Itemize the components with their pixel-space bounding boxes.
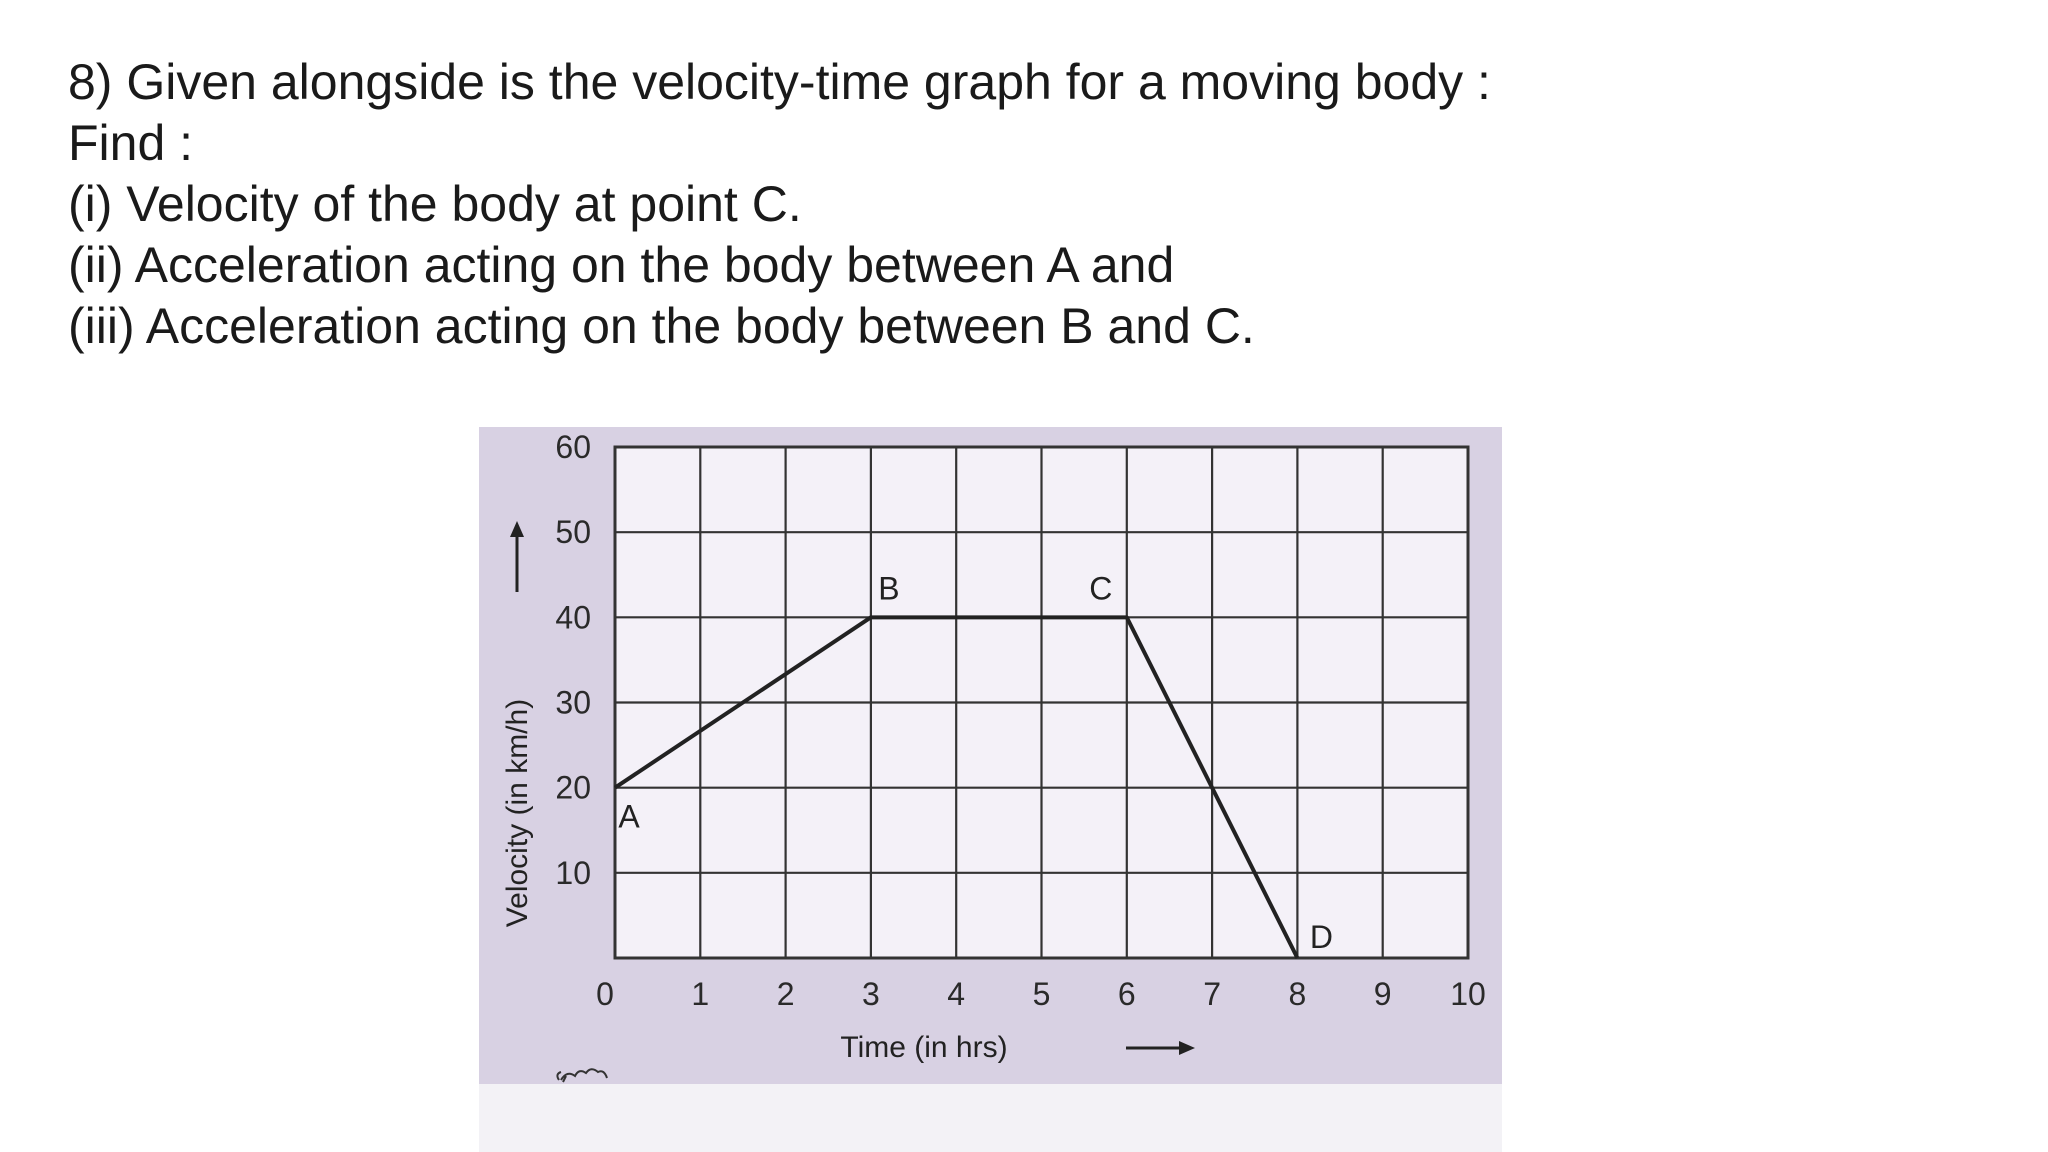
point-label: C bbox=[1089, 570, 1113, 607]
x-tick-label: 4 bbox=[947, 976, 966, 1012]
hand-doodle-icon bbox=[557, 1069, 607, 1082]
y-tick-label: 40 bbox=[555, 599, 591, 636]
velocity-time-graph bbox=[479, 427, 1502, 1084]
point-label: A bbox=[618, 798, 640, 835]
question-text bbox=[68, 52, 1491, 357]
x-tick-label: 2 bbox=[776, 976, 795, 1012]
question-line: (iii) Acceleration acting on the body between B and C. bbox=[68, 298, 1255, 354]
chart-svg bbox=[479, 427, 1502, 1084]
y-tick-label: 30 bbox=[555, 684, 591, 721]
x-tick-label: 6 bbox=[1117, 976, 1136, 1012]
x-tick-label: 8 bbox=[1288, 976, 1307, 1012]
x-tick-label: 9 bbox=[1373, 976, 1392, 1012]
x-tick-label: 0 bbox=[596, 976, 614, 1012]
y-tick-label: 20 bbox=[555, 769, 591, 806]
y-axis-label: Velocity (in km/h) bbox=[501, 698, 534, 928]
x-tick-label: 3 bbox=[862, 976, 880, 1012]
y-tick-label: 10 bbox=[555, 854, 591, 891]
y-tick-label: 60 bbox=[555, 429, 591, 465]
x-tick-label: 10 bbox=[1450, 976, 1486, 1012]
figure-shadow bbox=[479, 1084, 1502, 1152]
y-axis-arrowhead-icon bbox=[510, 521, 524, 537]
question-line: 8) Given alongside is the velocity-time graph for a moving body : bbox=[68, 54, 1491, 110]
question-line: (i) Velocity of the body at point C. bbox=[68, 176, 802, 232]
x-tick-label: 1 bbox=[691, 976, 710, 1012]
point-label: D bbox=[1309, 919, 1333, 955]
y-tick-label: 50 bbox=[555, 514, 591, 551]
x-axis-arrowhead-icon bbox=[1179, 1041, 1195, 1055]
point-label: B bbox=[878, 570, 900, 607]
x-tick-label: 7 bbox=[1203, 976, 1221, 1012]
question-line: (ii) Acceleration acting on the body between A and bbox=[68, 237, 1175, 293]
question-line: Find : bbox=[68, 115, 194, 171]
x-axis-label: Time (in hrs) bbox=[840, 1031, 1008, 1064]
x-tick-label: 5 bbox=[1032, 976, 1051, 1012]
